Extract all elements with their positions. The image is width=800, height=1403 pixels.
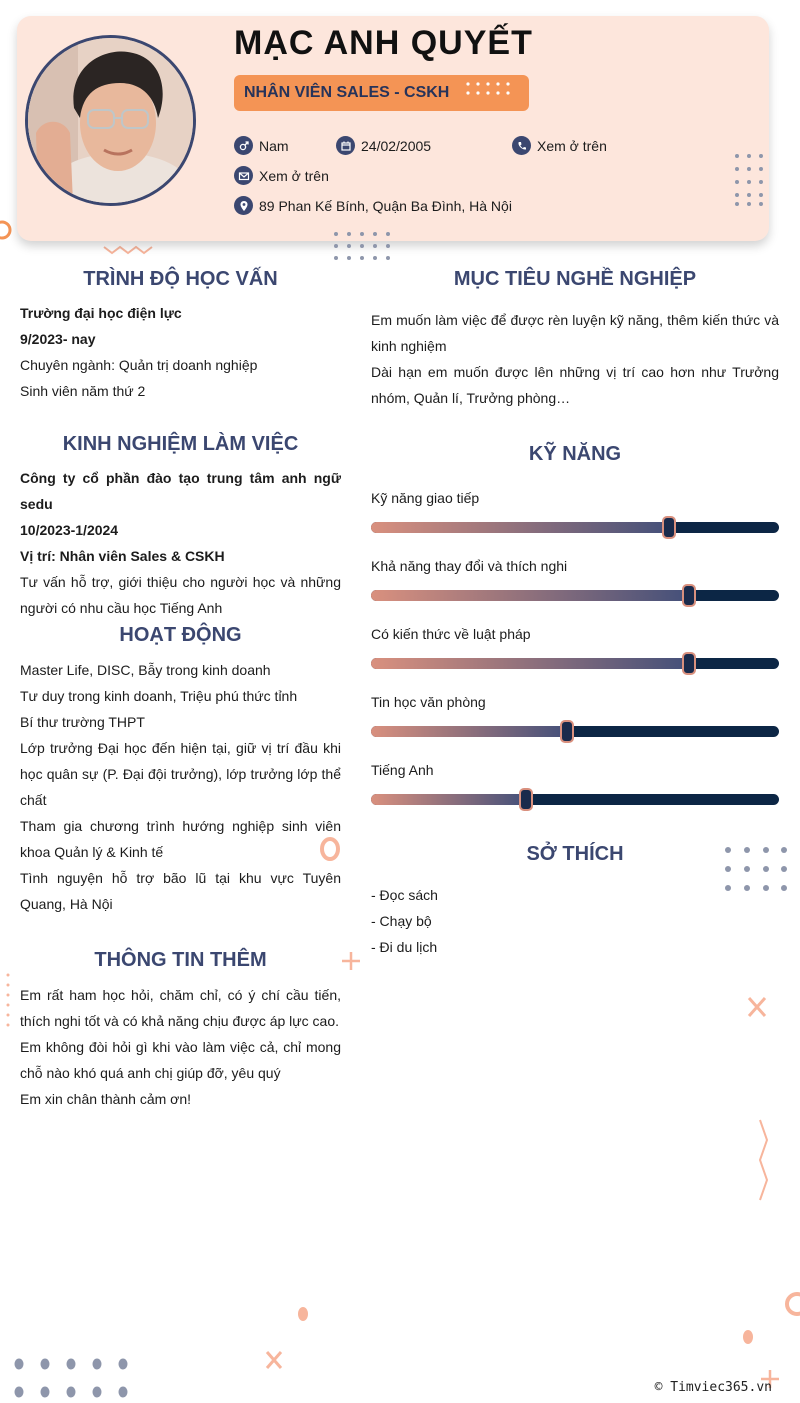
activity-item: Tham gia chương trình hướng nghiệp sinh viên khoa Quản lý & Kinh tế	[20, 818, 341, 860]
hobbies-section	[371, 882, 779, 960]
deco-dots-grey-header-right	[733, 152, 773, 212]
experience-company: Công ty cổ phần đào tạo trung tâm anh ngữ sedu	[20, 470, 341, 512]
deco-dots-grey-header-bottom	[332, 230, 402, 264]
deco-x-bottom	[267, 1352, 281, 1368]
position-text: NHÂN VIÊN SALES - CSKH	[244, 84, 450, 101]
location-pin-icon	[234, 196, 253, 215]
skill-label: Tiếng Anh	[371, 762, 434, 778]
skill-bar	[371, 794, 779, 805]
candidate-name: MẠC ANH QUYẾT	[234, 24, 533, 62]
extra-info-paragraph: Em không đòi hỏi gì khi vào làm việc cả, chỉ mong chỗ nào khó quá anh chị giúp đỡ, yêu quý	[20, 1039, 341, 1081]
skill-label: Có kiến thức về luật pháp	[371, 626, 531, 642]
activity-item: Bí thư trường THPT	[20, 714, 145, 730]
deco-dots-grey-right	[722, 844, 792, 894]
skill-bar-handle	[682, 652, 696, 675]
deco-zigzag-top	[104, 247, 152, 253]
avatar	[25, 35, 196, 206]
education-section	[20, 300, 341, 404]
activity-item: Tình nguyện hỗ trợ bão lũ tại khu vực Tuyên Quang, Hà Nội	[20, 870, 341, 912]
skill-bar	[371, 590, 779, 601]
skill-bar	[371, 726, 779, 737]
deco-dot-orange-2	[743, 1330, 753, 1344]
skill-bar-handle	[560, 720, 574, 743]
objective-paragraph: Dài hạn em muốn được lên những vị trí cao hơn như Trưởng nhóm, Quản lí, Trưởng phòng…	[371, 364, 779, 406]
phone-value: Xem ở trên	[537, 137, 607, 154]
experience-title: KINH NGHIỆM LÀM VIỆC	[62, 433, 299, 455]
email-icon	[234, 166, 253, 185]
skill-label: Kỹ năng giao tiếp	[371, 490, 480, 506]
position-badge	[234, 75, 529, 111]
education-title: TRÌNH ĐỘ HỌC VẤN	[83, 268, 278, 290]
extra-info-paragraph: Em xin chân thành cảm ơn!	[20, 1091, 192, 1107]
deco-dots-grey-bottom-left	[12, 1356, 142, 1401]
experience-description: Tư vấn hỗ trợ, giới thiệu cho người học và những người có nhu cầu học Tiếng Anh	[20, 574, 341, 616]
phone-icon	[512, 136, 531, 155]
skill-label: Tin học văn phòng	[371, 694, 486, 710]
hobby-item: - Đọc sách	[371, 887, 438, 903]
extra-info-title: THÔNG TIN THÊM	[94, 949, 267, 971]
activity-item: Tư duy trong kinh doanh, Triệu phú thức tỉnh	[20, 688, 298, 704]
deco-zigzag-right	[760, 1120, 767, 1200]
skill-bar-handle	[682, 584, 696, 607]
deco-ring-bottom-right	[787, 1294, 800, 1314]
objective-title: MỤC TIÊU NGHỀ NGHIỆP	[453, 268, 697, 290]
skill-bar-fill	[371, 590, 689, 601]
birthday-info	[336, 136, 431, 155]
skill-bar-handle	[519, 788, 533, 811]
watermark: © Timviec365.vn	[654, 1380, 772, 1395]
activities-section	[20, 657, 341, 917]
deco-plus-mid	[342, 952, 360, 970]
objective-section	[371, 307, 779, 411]
deco-dot-orange-1	[298, 1307, 308, 1321]
skills-title: KỸ NĂNG	[528, 443, 622, 465]
avatar-illustration	[28, 38, 193, 203]
hobbies-title: SỞ THÍCH	[526, 843, 624, 865]
skill-bar-fill	[371, 522, 669, 533]
objective-paragraph: Em muốn làm việc để được rèn luyện kỹ năng, thêm kiến thức và kinh nghiệm	[371, 312, 779, 354]
birthday-value: 24/02/2005	[361, 137, 432, 154]
gender-value: Nam	[259, 137, 289, 154]
skill-bar-handle	[662, 516, 676, 539]
address-value: 89 Phan Kế Bính, Quận Ba Đình, Hà Nội	[259, 197, 512, 214]
gender-info	[234, 136, 289, 155]
extra-info-paragraph: Em rất ham học hỏi, chăm chỉ, có ý chí cầu tiến, thích nghi tốt và có khả năng chịu được áp lực cao.	[20, 987, 341, 1029]
skill-bar-fill	[371, 726, 567, 737]
experience-role: Vị trí: Nhân viên Sales & CSKH	[20, 548, 225, 564]
skill-bar	[371, 522, 779, 533]
education-note: Sinh viên năm thứ 2	[20, 383, 146, 399]
gender-icon	[234, 136, 253, 155]
experience-section	[20, 465, 341, 621]
badge-dots	[464, 81, 524, 103]
education-school: Trường đại học điện lực	[20, 305, 182, 321]
experience-period: 10/2023-1/2024	[20, 522, 119, 538]
education-period: 9/2023- nay	[20, 331, 96, 347]
deco-dots-left	[7, 974, 10, 1027]
phone-info	[512, 136, 607, 155]
hobby-item: - Chạy bộ	[371, 913, 432, 929]
calendar-icon	[336, 136, 355, 155]
skill-label: Khả năng thay đổi và thích nghi	[371, 558, 568, 574]
skill-bar	[371, 658, 779, 669]
skill-bar-fill	[371, 794, 526, 805]
email-info	[234, 166, 329, 185]
hobby-item: - Đi du lịch	[371, 939, 438, 955]
address-info	[234, 196, 512, 215]
deco-ring-left	[0, 222, 10, 238]
extra-info-section	[20, 982, 341, 1112]
activity-item: Lớp trưởng Đại học đến hiện tại, giữ vị trí đầu khi học quân sự (P. Đại đội trưởng), lớp trưởng lớp thể chất	[20, 740, 341, 808]
email-value: Xem ở trên	[259, 167, 329, 184]
skill-bar-fill	[371, 658, 689, 669]
deco-x-right	[749, 998, 765, 1016]
activities-title: HOẠT ĐỘNG	[119, 624, 242, 646]
education-major: Chuyên ngành: Quản trị doanh nghiệp	[20, 357, 258, 373]
activity-item: Master Life, DISC, Bẫy trong kinh doanh	[20, 662, 271, 678]
